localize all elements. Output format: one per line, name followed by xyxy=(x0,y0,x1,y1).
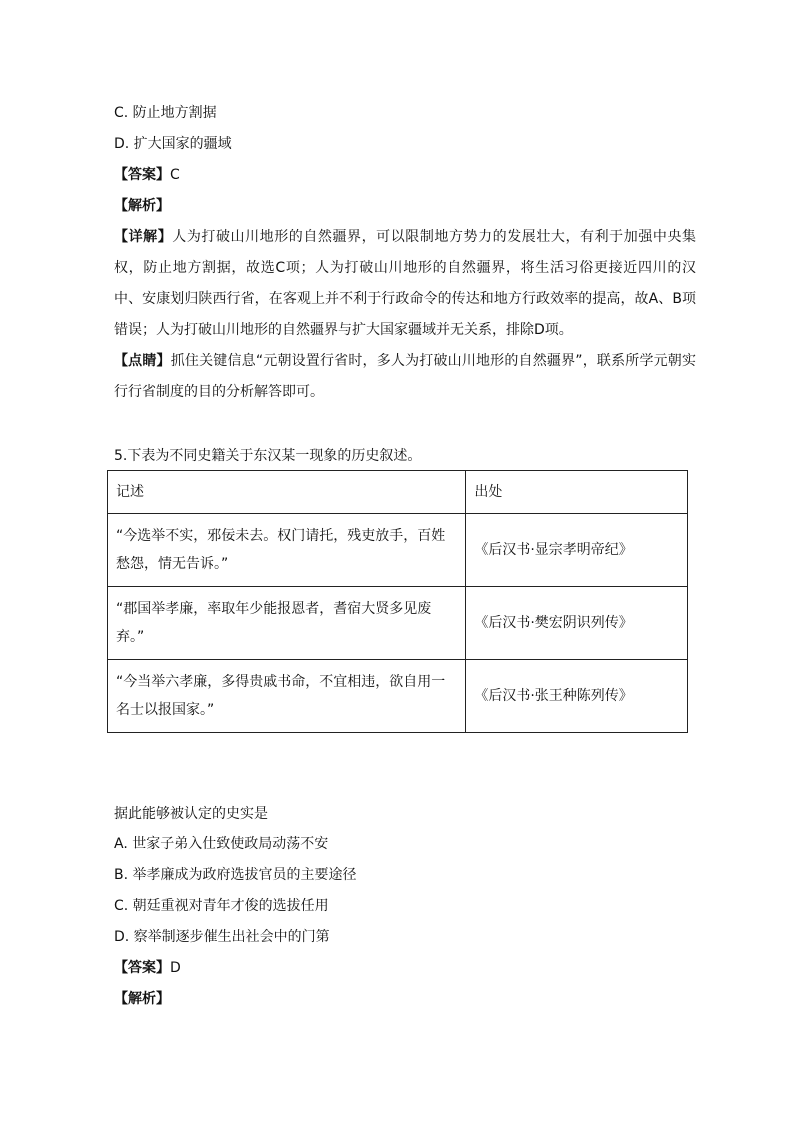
q5-question: 据此能够被认定的史实是 xyxy=(114,806,268,822)
answer-value: C xyxy=(170,167,180,183)
record-text: “郡国举孝廉，率取年少能报恩者，耆宿大贤多见废弃。” xyxy=(116,601,432,645)
table-row xyxy=(108,587,688,660)
q5-answer xyxy=(114,958,694,978)
q4-analysis-tag: 【解析】 xyxy=(114,198,170,214)
table-header-cell: 出处 xyxy=(466,471,688,514)
q5-analysis-tag: 【解析】 xyxy=(114,991,170,1007)
q4-option-c: C. 防止地方割据 xyxy=(114,105,217,121)
table-row xyxy=(108,514,688,587)
q5-option-d: D. 察举制逐步催生出社会中的门第 xyxy=(114,929,330,945)
table-cell-record xyxy=(108,660,466,733)
table-row xyxy=(108,660,688,733)
record-text: “今选举不实，邪佞未去。权门请托，残吏放手，百姓愁怨，情无告诉。” xyxy=(116,528,446,572)
table-cell-record xyxy=(108,587,466,660)
table-cell-source: 《后汉书·显宗孝明帝纪》 xyxy=(466,514,688,587)
q5-option-a: A. 世家子弟入仕致使政局动荡不安 xyxy=(114,836,329,852)
record-text: “今当举六孝廉，多得贵戚书命，不宜相违，欲自用一名士以报国家。” xyxy=(116,674,446,718)
q5-stem: 5.下表为不同史籍关于东汉某一现象的历史叙述。 xyxy=(114,448,422,464)
table-header-cell: 记述 xyxy=(108,471,466,514)
q4-hint xyxy=(114,346,696,408)
q5-option-b: B. 举孝廉成为政府选拔官员的主要途径 xyxy=(114,867,357,883)
hint-text: 抓住关键信息“元朝设置行省时，多人为打破山川地形的自然疆界”，联系所学元朝实行行省制度的目的分析解答即可。 xyxy=(114,353,696,400)
q5-option-c: C. 朝廷重视对青年才俊的选拔任用 xyxy=(114,898,329,914)
table-cell-record xyxy=(108,514,466,587)
answer-tag: 【答案】 xyxy=(114,960,170,976)
answer-value: D xyxy=(170,960,181,976)
detail-text: 人为打破山川地形的自然疆界，可以限制地方势力的发展壮大，有利于加强中央集权，防止地方割据，故选C项；人为打破山川地形的自然疆界，将生活习俗更接近四川的汉中、安康划归陕西行省，在客观上并不利于行政命令的传达和地方行政效率的提高，故A、B项错误；人为打破山川地形的自然疆界与扩大国家疆域并无关系，排除D项。 xyxy=(114,229,697,338)
table-header-row xyxy=(108,471,688,514)
detail-tag: 【详解】 xyxy=(114,229,173,245)
q4-detail xyxy=(114,222,696,346)
table-cell-source: 《后汉书·张王种陈列传》 xyxy=(466,660,688,733)
answer-tag: 【答案】 xyxy=(114,167,170,183)
table-cell-source: 《后汉书·樊宏阴识列传》 xyxy=(466,587,688,660)
q4-answer xyxy=(114,165,694,185)
hint-tag: 【点睛】 xyxy=(114,353,171,369)
q5-source-table xyxy=(107,470,688,733)
q4-option-d: D. 扩大国家的疆域 xyxy=(114,136,232,152)
